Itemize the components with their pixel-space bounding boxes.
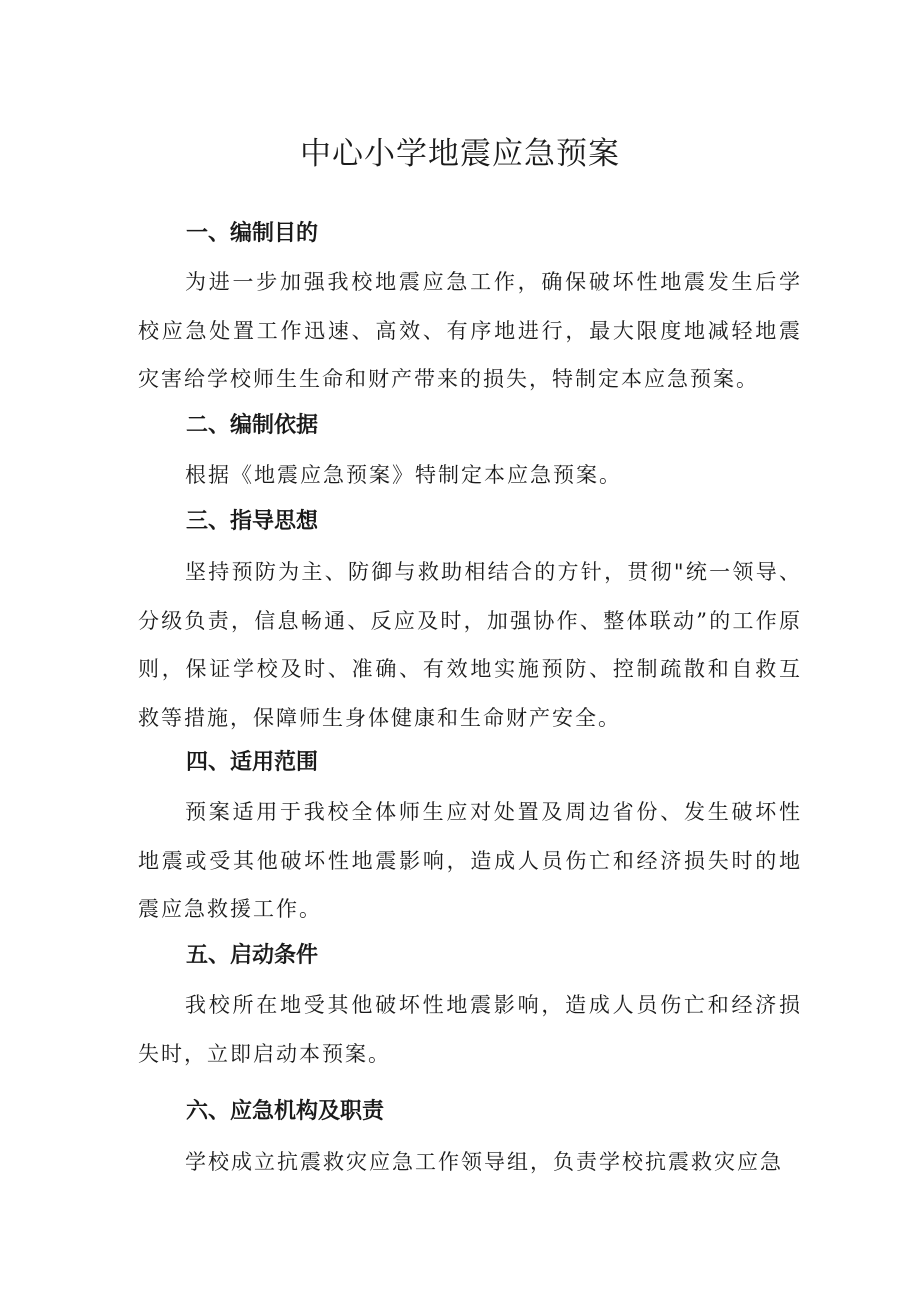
section-heading-basis: 二、编制依据 [186, 413, 319, 438]
section-body-purpose: 为进一步加强我校地震应急工作，确保破坏性地震发生后学校应急处置工作迅速、高效、有序地进行，最大限度地减轻地震灾害给学校师生生命和财产带来的损失，特制定本应急预案。 [138, 270, 802, 391]
section-body-activation: 我校所在地受其他破坏性地震影响，造成人员伤亡和经济损失时，立即启动本预案。 [138, 993, 802, 1066]
section-body-scope: 预案适用于我校全体师生应对处置及周边省份、发生破坏性地震或受其他破坏性地震影响，造成人员伤亡和经济损失时的地震应急救援工作。 [138, 800, 802, 921]
section-heading-guiding-principle: 三、指导思想 [186, 509, 319, 534]
section-body-basis: 根据《地震应急预案》特制定本应急预案。 [185, 463, 622, 487]
document-title: 中心小学地震应急预案 [300, 136, 620, 172]
section-body-guiding-principle: 坚持预防为主、防御与救助相结合的方针，贯彻"统一领导、分级负责，信息畅通、反应及时，加强协作、整体联动”的工作原则，保证学校及时、准确、有效地实施预防、控制疏散和自救互救等措施，保障师生身体健康和生命财产安全。 [138, 560, 802, 730]
section-body-organization: 学校成立抗震救灾应急工作领导组，负责学校抗震救灾应急 [185, 1150, 783, 1174]
section-heading-activation: 五、启动条件 [186, 943, 319, 968]
section-heading-purpose: 一、编制目的 [186, 221, 319, 246]
section-heading-scope: 四、适用范围 [186, 750, 319, 775]
section-heading-organization: 六、应急机构及职责 [186, 1099, 385, 1124]
